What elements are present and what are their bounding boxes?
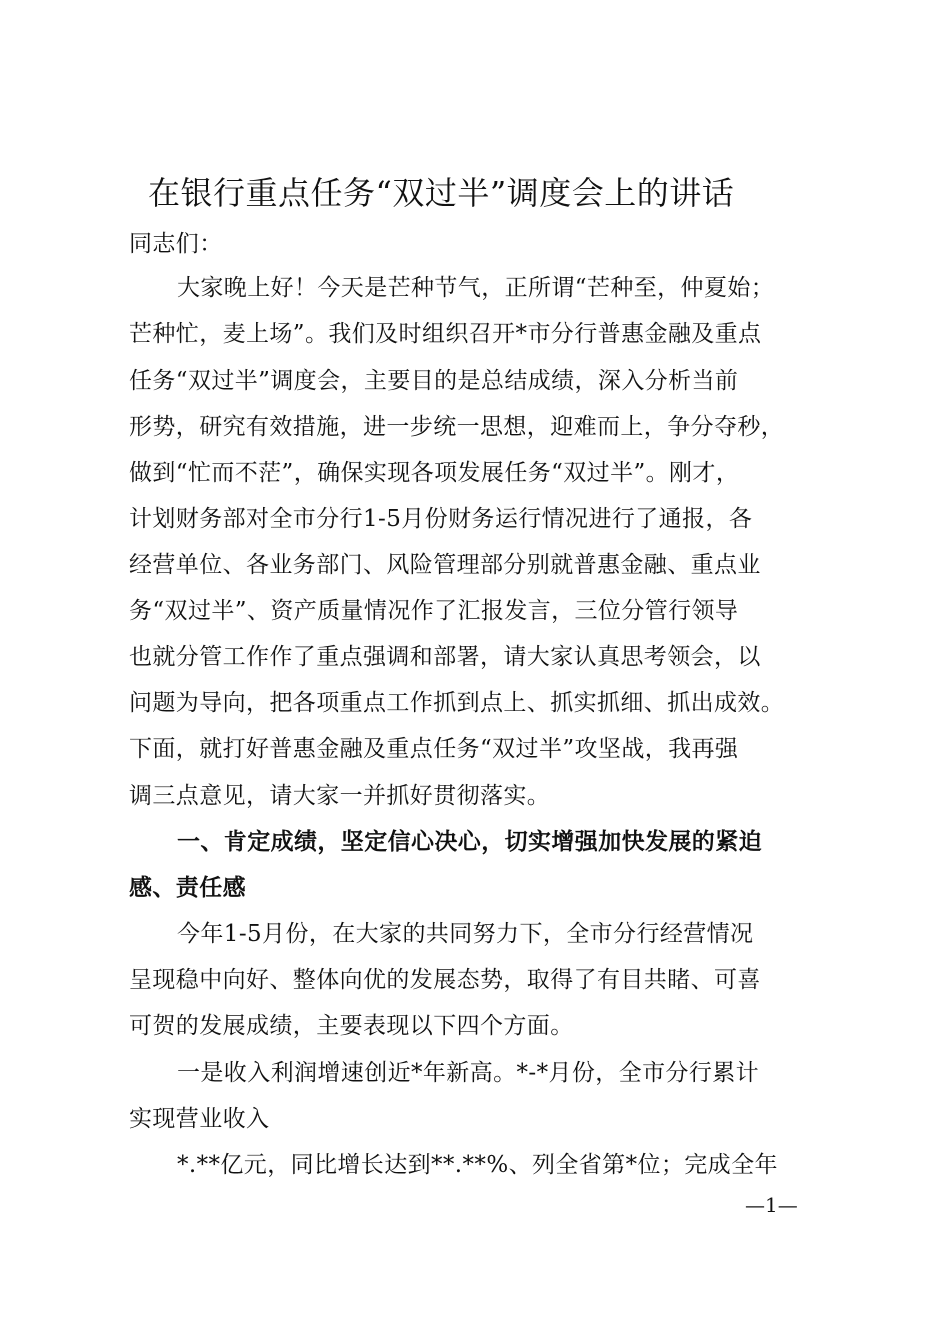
paragraph-line: 调三点意见，请大家一并抓好贯彻落实。 [129,783,551,809]
salutation: 同志们： [129,231,223,257]
paragraph-line: 务“双过半”、资产质量情况作了汇报发言，三位分管行领导 [129,598,739,624]
document-title: 在银行重点任务“双过半”调度会上的讲话 [148,174,735,212]
paragraph-line: 芒种忙，麦上场”。我们及时组织召开*市分行普惠金融及重点 [129,321,762,347]
paragraph-line: 也就分管工作作了重点强调和部署，请大家认真思考领会，以 [129,644,761,670]
paragraph-line: 今年1-5月份，在大家的共同努力下，全市分行经营情况 [177,921,754,947]
paragraph-line: 下面，就打好普惠金融及重点任务“双过半”攻坚战，我再强 [129,736,739,762]
paragraph-line: 经营单位、各业务部门、风险管理部分别就普惠金融、重点业 [129,552,761,578]
section-heading: 一、肯定成绩，坚定信心决心，切实增强加快发展的紧迫 [177,829,762,855]
paragraph-line: 形势，研究有效措施，进一步统一思想，迎难而上，争分夺秒， [129,414,785,440]
page-number: —1— [745,1193,798,1217]
paragraph-line: *.**亿元，同比增长达到**.**%、列全省第*位；完成全年 [177,1152,778,1178]
paragraph-line: 任务“双过半”调度会，主要目的是总结成绩，深入分析当前 [129,368,739,394]
paragraph-line: 做到“忙而不茫”，确保实现各项发展任务“双过半”。刚才， [129,460,740,486]
paragraph-line: 呈现稳中向好、整体向优的发展态势，取得了有目共睹、可喜 [129,967,761,993]
paragraph-line: 实现营业收入 [129,1106,270,1132]
paragraph-line: 一是收入利润增速创近*年新高。*-*月份，全市分行累计 [177,1060,760,1086]
paragraph-line: 可贺的发展成绩，主要表现以下四个方面。 [129,1013,574,1039]
paragraph-line: 计划财务部对全市分行1-5月份财务运行情况进行了通报，各 [129,506,753,532]
paragraph-line: 问题为导向，把各项重点工作抓到点上、抓实抓细、抓出成效。 [129,690,785,716]
paragraph-line: 大家晚上好！今天是芒种节气，正所谓“芒种至，仲夏始； [177,275,775,301]
section-heading: 感、责任感 [129,875,246,901]
